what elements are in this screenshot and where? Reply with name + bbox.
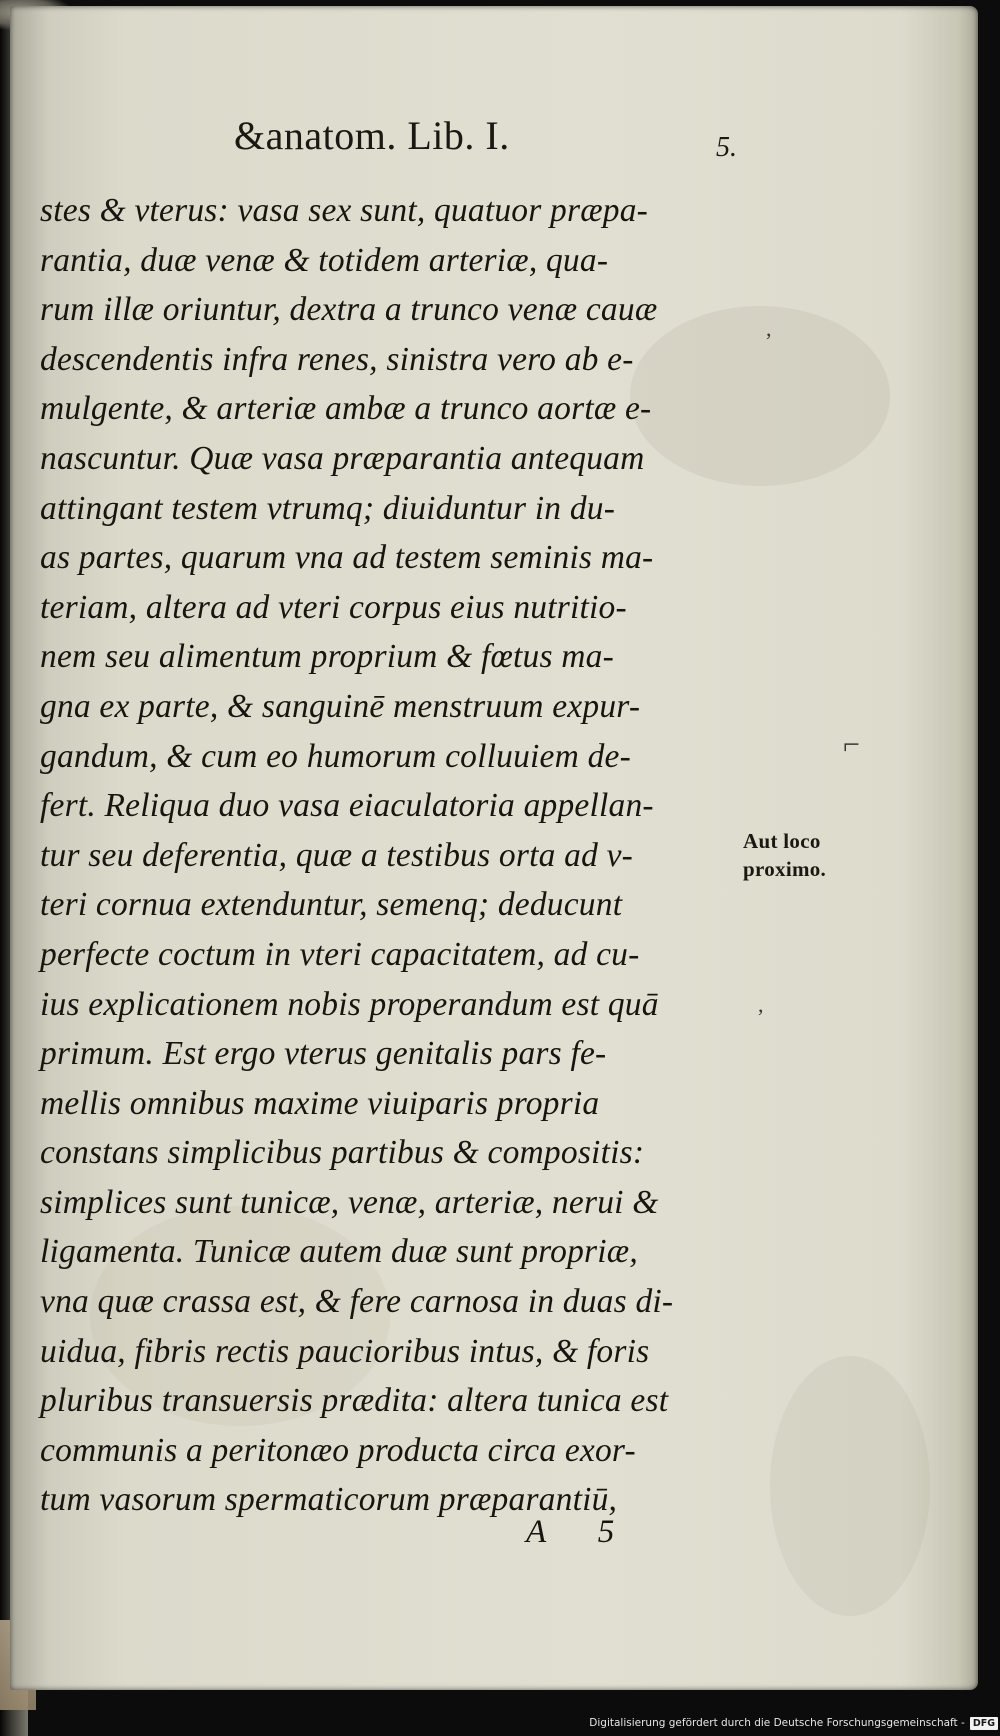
- dfg-logo: DFG: [970, 1717, 998, 1730]
- text-line: nem seu alimentum proprium & fœtus ma-: [40, 638, 614, 676]
- text-line: ligamenta. Tunicæ autem duæ sunt propriæ,: [40, 1233, 638, 1271]
- text-line: mellis omnibus maxime viuiparis propria: [40, 1084, 600, 1122]
- digitization-credit: [589, 1712, 998, 1734]
- text-line: rum illæ oriuntur, dextra a trunco venæ cauæ: [40, 291, 658, 329]
- text-line: rantia, duæ venæ & totidem arteriæ, qua-: [40, 241, 609, 279]
- text-line: attingant testem vtrumq; diuiduntur in du-: [40, 489, 616, 527]
- margin-mark: ,: [766, 316, 772, 341]
- margin-mark: ,: [758, 992, 764, 1017]
- text-line: fert. Reliqua duo vasa eiaculatoria appellan-: [40, 787, 654, 825]
- text-line: simplices sunt tunicæ, venæ, arteriæ, nerui &: [40, 1183, 659, 1221]
- text-line: as partes, quarum vna ad testem seminis ma-: [40, 539, 654, 577]
- text-line: mulgente, & arteriæ ambæ a trunco aortæ e-: [40, 390, 652, 428]
- text-line: stes & vterus: vasa sex sunt, quatuor præpa-: [40, 192, 649, 229]
- paper-stain: [770, 1356, 930, 1616]
- text-line: uidua, fibris rectis paucioribus intus, & foris: [40, 1332, 650, 1370]
- margin-note-line: Aut loco: [743, 829, 821, 853]
- text-line: perfecte coctum in vteri capacitatem, ad cu-: [40, 935, 640, 973]
- text-line: descendentis infra renes, sinistra vero ab e-: [40, 340, 634, 378]
- text-line: teri cornua extenduntur, semenq; deducunt: [40, 886, 623, 924]
- text-line: constans simplicibus partibus & compositis:: [40, 1134, 645, 1172]
- text-line: pluribus transuersis prædita: altera tunica est: [40, 1382, 669, 1420]
- text-line: communis a peritonæo producta circa exor-: [40, 1431, 636, 1469]
- credit-text: Digitalisierung gefördert durch die Deutsche Forschungsgemeinschaft -: [589, 1717, 965, 1729]
- text-line: teriam, altera ad vteri corpus eius nutritio-: [40, 588, 627, 626]
- margin-note: [743, 827, 826, 883]
- margin-note-line: proximo.: [743, 857, 827, 881]
- text-line: gna ex parte, & sanguinē menstruum expur-: [40, 687, 641, 725]
- margin-mark: ⌐: [843, 728, 860, 761]
- page-number: 5.: [716, 132, 737, 163]
- text-line: ius explicationem nobis properandum est quā: [40, 985, 659, 1023]
- page-header: [234, 112, 754, 172]
- text-line: gandum, & cum eo humorum colluuiem de-: [40, 737, 631, 775]
- text-line: vna quæ crassa est, & fere carnosa in duas di-: [40, 1283, 674, 1321]
- text-line: nascuntur. Quæ vasa præparantia antequam: [40, 439, 645, 477]
- running-head: &anatom. Lib. I.: [234, 113, 510, 158]
- text-line: tum vasorum spermaticorum præparantiū,: [40, 1481, 618, 1519]
- text-line: tur seu deferentia, quæ a testibus orta ad v-: [40, 836, 634, 874]
- catchword-signature: A 5: [526, 1514, 637, 1550]
- text-line: primum. Est ergo vterus genitalis pars fe-: [40, 1035, 607, 1073]
- body-text: [40, 186, 740, 1525]
